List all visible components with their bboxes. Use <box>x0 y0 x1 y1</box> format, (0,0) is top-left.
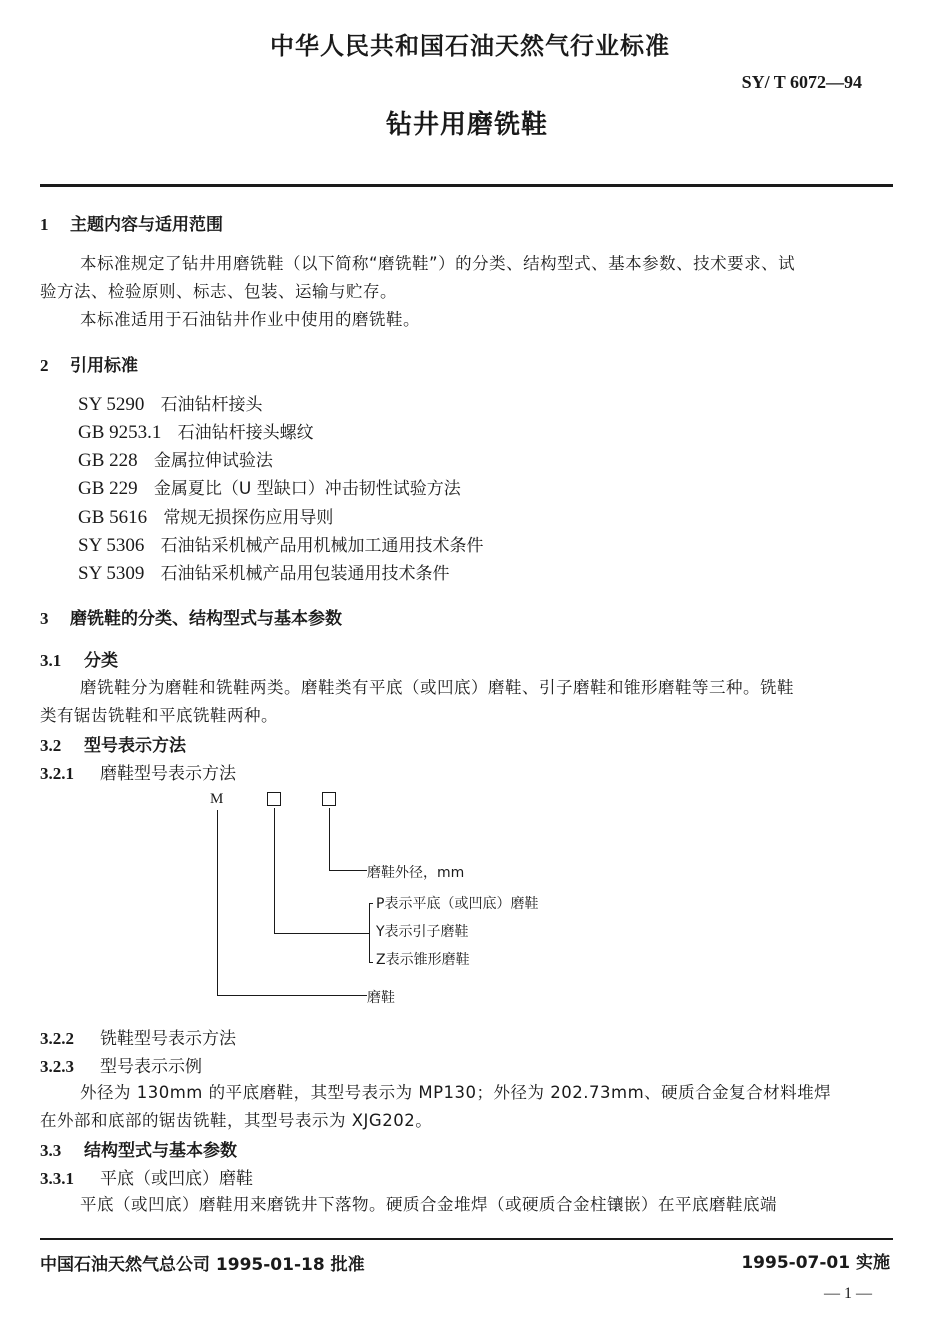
diagram-connector-line <box>274 808 275 934</box>
outer-diameter-label: 磨鞋外径，mm <box>367 865 465 881</box>
section-number: 3.3 <box>40 1141 62 1160</box>
subsection-3-3-heading <box>40 1136 237 1161</box>
footer-rule <box>40 1238 893 1240</box>
section-1-heading <box>40 210 223 235</box>
reference-item <box>78 531 484 557</box>
paragraph-line: 类有锯齿铣鞋和平底铣鞋两种。 <box>40 706 278 725</box>
diagram-brace <box>369 903 370 963</box>
paragraph-line: 本标准规定了钻井用磨铣鞋（以下简称“磨铣鞋”）的分类、结构型式、基本参数、技术要求、试 <box>80 254 796 273</box>
section-title: 磨铣鞋的分类、结构型式与基本参数 <box>70 609 342 629</box>
reference-code: SY 5309 <box>78 563 145 584</box>
reference-item <box>78 503 333 529</box>
reference-code: GB 228 <box>78 450 138 471</box>
paragraph-line: 验方法、检验原则、标志、包装、运输与贮存。 <box>40 282 397 301</box>
section-number: 1 <box>40 215 49 234</box>
type-p-label: P表示平底（或凹底）磨鞋 <box>376 896 539 912</box>
section-number: 3.3.1 <box>40 1169 74 1188</box>
reference-item <box>78 390 263 416</box>
subsection-3-2-2-heading <box>40 1024 236 1049</box>
section-title: 型号表示示例 <box>100 1057 202 1077</box>
section-number: 3 <box>40 609 49 628</box>
section-title: 分类 <box>84 651 118 671</box>
reference-name: 石油钻杆接头螺纹 <box>177 423 314 443</box>
standard-category-title: 中华人民共和国石油天然气行业标准 <box>270 32 670 60</box>
subsection-3-2-heading <box>40 731 186 756</box>
section-title: 结构型式与基本参数 <box>84 1141 237 1161</box>
subsection-3-2-1-heading <box>40 759 236 784</box>
reference-name: 金属拉伸试验法 <box>153 451 273 471</box>
paragraph-line: 本标准适用于石油钻井作业中使用的磨铣鞋。 <box>80 310 420 329</box>
diagram-connector-line <box>329 808 330 871</box>
section-number: 3.2.2 <box>40 1029 74 1048</box>
reference-item <box>78 559 450 585</box>
diagram-connector-line <box>274 933 369 934</box>
reference-code: SY 5290 <box>78 394 145 415</box>
approval-statement: 中国石油天然气总公司 1995-01-18 批准 <box>40 1255 365 1275</box>
subsection-3-1-heading <box>40 646 118 671</box>
section-number: 3.2.3 <box>40 1057 74 1076</box>
type-y-label: Y表示引子磨鞋 <box>376 924 469 940</box>
section-title: 型号表示方法 <box>84 736 186 756</box>
effective-date: 1995-07-01 实施 <box>741 1253 890 1273</box>
section-2-heading <box>40 351 138 376</box>
reference-name: 石油钻采机械产品用包装通用技术条件 <box>160 564 450 584</box>
reference-code: SY 5306 <box>78 535 145 556</box>
section-number: 3.1 <box>40 651 62 670</box>
section-title: 平底（或凹底）磨鞋 <box>100 1169 253 1189</box>
reference-item <box>78 418 314 444</box>
header-rule <box>40 184 893 187</box>
reference-name: 石油钻杆接头 <box>160 395 263 415</box>
diagram-brace <box>369 903 373 904</box>
section-title: 主题内容与适用范围 <box>70 215 223 235</box>
reference-code: GB 5616 <box>78 507 148 528</box>
m-prefix-label: M <box>210 791 224 807</box>
subsection-3-2-3-heading <box>40 1052 202 1077</box>
diagram-brace <box>369 962 373 963</box>
reference-name: 常规无损探伤应用导则 <box>163 508 334 528</box>
section-number: 3.2.1 <box>40 764 74 783</box>
reference-item <box>78 474 461 500</box>
section-number: 3.2 <box>40 736 62 755</box>
section-title: 磨鞋型号表示方法 <box>100 764 236 784</box>
document-title: 钻井用磨铣鞋 <box>385 110 548 140</box>
paragraph-line: 平底（或凹底）磨鞋用来磨铣井下落物。硬质合金堆焊（或硬质合金柱镶嵌）在平底磨鞋底端 <box>80 1195 777 1214</box>
reference-name: 金属夏比（U 型缺口）冲击韧性试验方法 <box>153 479 461 499</box>
diagram-connector-line <box>329 870 367 871</box>
diagram-connector-line <box>217 995 367 996</box>
reference-name: 石油钻采机械产品用机械加工通用技术条件 <box>160 536 484 556</box>
diagram-connector-line <box>217 810 218 996</box>
section-number: 2 <box>40 356 49 375</box>
paragraph-line: 磨铣鞋分为磨鞋和铣鞋两类。磨鞋类有平底（或凹底）磨鞋、引子磨鞋和锥形磨鞋等三种。铣鞋 <box>80 678 794 697</box>
paragraph-line: 外径为 130mm 的平底磨鞋，其型号表示为 MP130；外径为 202.73mm、硬质合金复合材料堆焊 <box>80 1083 832 1102</box>
type-code-box <box>267 792 281 806</box>
type-z-label: Z表示锥形磨鞋 <box>376 952 470 968</box>
reference-code: GB 9253.1 <box>78 422 162 443</box>
subsection-3-3-1-heading <box>40 1164 253 1189</box>
reference-item <box>78 446 273 472</box>
reference-code: GB 229 <box>78 478 138 499</box>
section-title: 引用标准 <box>70 356 138 376</box>
section-3-heading <box>40 604 342 629</box>
standard-code: SY/ T 6072—94 <box>741 72 862 92</box>
paragraph-line: 在外部和底部的锯齿铣鞋，其型号表示为 XJG202。 <box>40 1111 433 1130</box>
section-title: 铣鞋型号表示方法 <box>100 1029 236 1049</box>
page-number: — 1 — <box>824 1285 872 1302</box>
diameter-code-box <box>322 792 336 806</box>
mill-shoe-label: 磨鞋 <box>367 990 395 1006</box>
